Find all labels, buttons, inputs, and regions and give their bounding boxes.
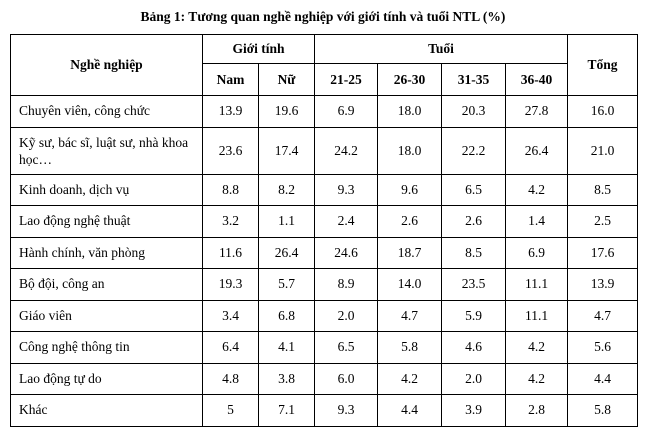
cell-age-36-40: 11.1	[506, 269, 568, 301]
cell-age-26-30: 4.2	[378, 363, 442, 395]
cell-age-31-35: 22.2	[442, 127, 506, 174]
cell-age-26-30: 18.7	[378, 237, 442, 269]
header-row-groups	[11, 35, 638, 64]
cell-male: 8.8	[203, 174, 259, 206]
cell-male: 5	[203, 395, 259, 427]
cell-age-21-25: 8.9	[315, 269, 378, 301]
row-label: Lao động tự do	[11, 363, 203, 395]
cell-age-36-40: 11.1	[506, 300, 568, 332]
cell-total: 2.5	[568, 206, 638, 238]
cell-age-26-30: 5.8	[378, 332, 442, 364]
cell-age-26-30: 18.0	[378, 127, 442, 174]
cell-total: 13.9	[568, 269, 638, 301]
cell-female: 19.6	[259, 96, 315, 128]
cell-age-31-35: 6.5	[442, 174, 506, 206]
cell-male: 3.4	[203, 300, 259, 332]
cell-age-21-25: 6.5	[315, 332, 378, 364]
header-total: Tổng	[568, 35, 638, 96]
cell-female: 26.4	[259, 237, 315, 269]
row-label: Kỹ sư, bác sĩ, luật sư, nhà khoa học…	[11, 127, 203, 174]
cell-age-31-35: 2.0	[442, 363, 506, 395]
cell-male: 3.2	[203, 206, 259, 238]
cell-male: 19.3	[203, 269, 259, 301]
cell-age-21-25: 24.6	[315, 237, 378, 269]
cell-age-21-25: 2.0	[315, 300, 378, 332]
cell-age-31-35: 2.6	[442, 206, 506, 238]
header-age-36-40: 36-40	[506, 64, 568, 96]
header-age-group: Tuổi	[315, 35, 568, 64]
cell-total: 21.0	[568, 127, 638, 174]
header-age-21-25: 21-25	[315, 64, 378, 96]
cell-age-31-35: 4.6	[442, 332, 506, 364]
cell-age-31-35: 3.9	[442, 395, 506, 427]
cell-age-36-40: 4.2	[506, 363, 568, 395]
header-age-26-30: 26-30	[378, 64, 442, 96]
cell-total: 4.4	[568, 363, 638, 395]
cell-total: 5.8	[568, 395, 638, 427]
table-row	[11, 269, 638, 301]
cell-age-36-40: 2.8	[506, 395, 568, 427]
row-label: Bộ đội, công an	[11, 269, 203, 301]
cell-age-36-40: 26.4	[506, 127, 568, 174]
cell-total: 4.7	[568, 300, 638, 332]
row-label: Hành chính, văn phòng	[11, 237, 203, 269]
cell-age-31-35: 20.3	[442, 96, 506, 128]
cell-age-26-30: 14.0	[378, 269, 442, 301]
cell-female: 3.8	[259, 363, 315, 395]
cell-male: 13.9	[203, 96, 259, 128]
cell-female: 5.7	[259, 269, 315, 301]
cell-age-36-40: 6.9	[506, 237, 568, 269]
row-label: Khác	[11, 395, 203, 427]
cell-age-31-35: 8.5	[442, 237, 506, 269]
cell-male: 11.6	[203, 237, 259, 269]
cell-age-36-40: 27.8	[506, 96, 568, 128]
cell-age-21-25: 24.2	[315, 127, 378, 174]
table-caption: Bảng 1: Tương quan nghề nghiệp với giới tính và tuổi NTL (%)	[140, 9, 506, 24]
row-label: Kinh doanh, dịch vụ	[11, 174, 203, 206]
cell-age-31-35: 5.9	[442, 300, 506, 332]
occupation-table	[10, 34, 638, 427]
table-row	[11, 96, 638, 128]
table-row	[11, 206, 638, 238]
header-female: Nữ	[259, 64, 315, 96]
cell-age-21-25: 6.9	[315, 96, 378, 128]
cell-female: 4.1	[259, 332, 315, 364]
row-label: Lao động nghệ thuật	[11, 206, 203, 238]
header-age-31-35: 31-35	[442, 64, 506, 96]
cell-age-26-30: 2.6	[378, 206, 442, 238]
header-male: Nam	[203, 64, 259, 96]
cell-female: 1.1	[259, 206, 315, 238]
table-row	[11, 237, 638, 269]
cell-female: 17.4	[259, 127, 315, 174]
row-label: Giáo viên	[11, 300, 203, 332]
row-label: Công nghệ thông tin	[11, 332, 203, 364]
table-row	[11, 332, 638, 364]
cell-total: 8.5	[568, 174, 638, 206]
cell-age-36-40: 4.2	[506, 332, 568, 364]
cell-male: 4.8	[203, 363, 259, 395]
cell-total: 5.6	[568, 332, 638, 364]
cell-age-26-30: 9.6	[378, 174, 442, 206]
header-occupation: Nghề nghiệp	[11, 35, 203, 96]
cell-female: 8.2	[259, 174, 315, 206]
row-label: Chuyên viên, công chức	[11, 96, 203, 128]
cell-age-21-25: 2.4	[315, 206, 378, 238]
table-row	[11, 363, 638, 395]
cell-age-26-30: 4.7	[378, 300, 442, 332]
cell-age-26-30: 18.0	[378, 96, 442, 128]
cell-age-36-40: 1.4	[506, 206, 568, 238]
cell-age-21-25: 6.0	[315, 363, 378, 395]
cell-total: 16.0	[568, 96, 638, 128]
table-row	[11, 300, 638, 332]
cell-age-31-35: 23.5	[442, 269, 506, 301]
cell-age-26-30: 4.4	[378, 395, 442, 427]
cell-female: 7.1	[259, 395, 315, 427]
table-row	[11, 174, 638, 206]
cell-male: 23.6	[203, 127, 259, 174]
table-row	[11, 127, 638, 174]
table-row	[11, 395, 638, 427]
header-gender-group: Giới tính	[203, 35, 315, 64]
cell-male: 6.4	[203, 332, 259, 364]
cell-female: 6.8	[259, 300, 315, 332]
cell-age-21-25: 9.3	[315, 395, 378, 427]
cell-age-21-25: 9.3	[315, 174, 378, 206]
cell-age-36-40: 4.2	[506, 174, 568, 206]
cell-total: 17.6	[568, 237, 638, 269]
